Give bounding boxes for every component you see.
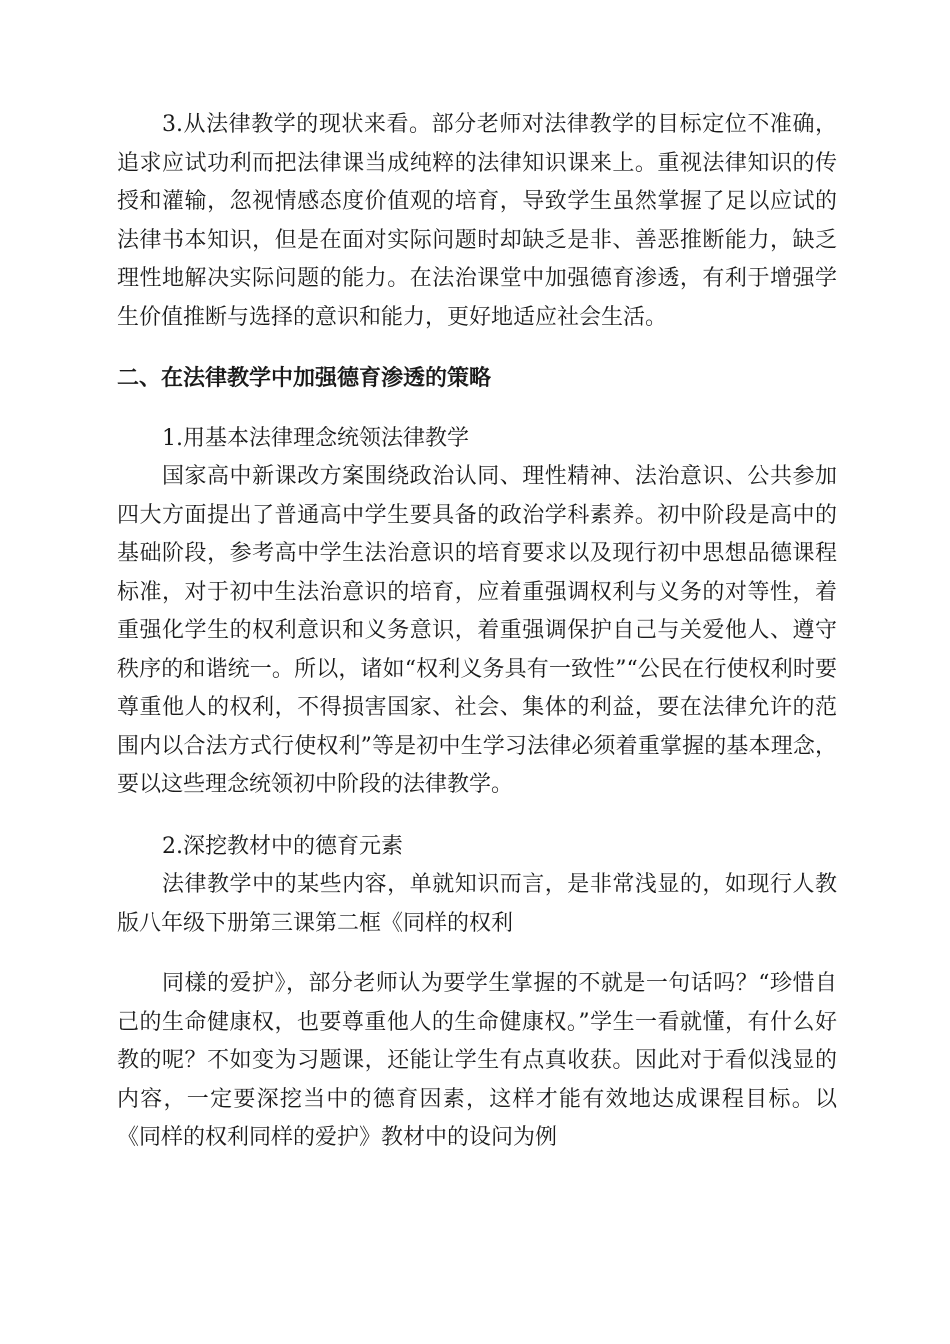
paragraph-moral-elements-intro: 法律教学中的某些内容，单就知识而言，是非常浅显的，如现行人教版八年级下册第三课第二框《同样的权利 xyxy=(117,872,837,936)
paragraph-legal-teaching-status: 3.从法律教学的现状来看。部分老师对法律教学的目标定位不准确，追求应试功利而把法律课当成纯粹的法律知识课来上。重视法律知识的传授和灌输，忽视情感态度价值观的培育，导致学生虽然掌握了足以应试的法律书本知识，但是在面对实际问题时却缺乏是非、善恶推断能力，缺乏理性地解决实际问题的能力。在法治课堂中加强德育渗透，有利于增强学生价值推断与选择的意识和能力，更好地适应社会生活。 xyxy=(117,112,837,330)
subheading-basic-legal-concepts: 1.用基本法律理念统领法律教学 xyxy=(162,425,469,451)
subheading-moral-elements: 2.深挖教材中的德育元素 xyxy=(162,833,403,859)
paragraph-moral-elements-example: 同樣的爱护》，部分老师认为要学生掌握的不就是一句话吗？“珍惜自己的生命健康权，也要尊重他人的生命健康权。”学生一看就懂，有什么好教的呢？不如变为习题课，还能让学生有点真收获。因此对于看似浅显的内容，一定要深挖当中的德育因素，这样才能有效地达成课程目标。以《同样的权利同样的爱护》教材中的设问为例 xyxy=(117,971,837,1150)
document-page xyxy=(117,106,837,1158)
section-heading-strategies: 二、在法律教学中加强德育渗透的策略 xyxy=(117,366,492,391)
paragraph-basic-legal-concepts: 国家高中新课改方案围绕政治认同、理性精神、法治意识、公共参加四大方面提出了普通高中学生要具备的政治学科素养。初中阶段是高中的基础阶段，参考高中学生法治意识的培育要求以及现行初中思想品德课程标准，对于初中生法治意识的培育，应着重强调权利与义务的对等性，着重强化学生的权利意识和义务意识，着重强调保护自己与关爱他人、遵守秩序的和谐统一。所以，诸如“权利义务具有一致性”“公民在行使权利时要尊重他人的权利，不得损害国家、社会、集体的利益，要在法律允许的范围内以合法方式行使权利”等是初中生学习法律必须着重掌握的基本理念，要以这些理念统领初中阶段的法律教学。 xyxy=(117,464,837,797)
